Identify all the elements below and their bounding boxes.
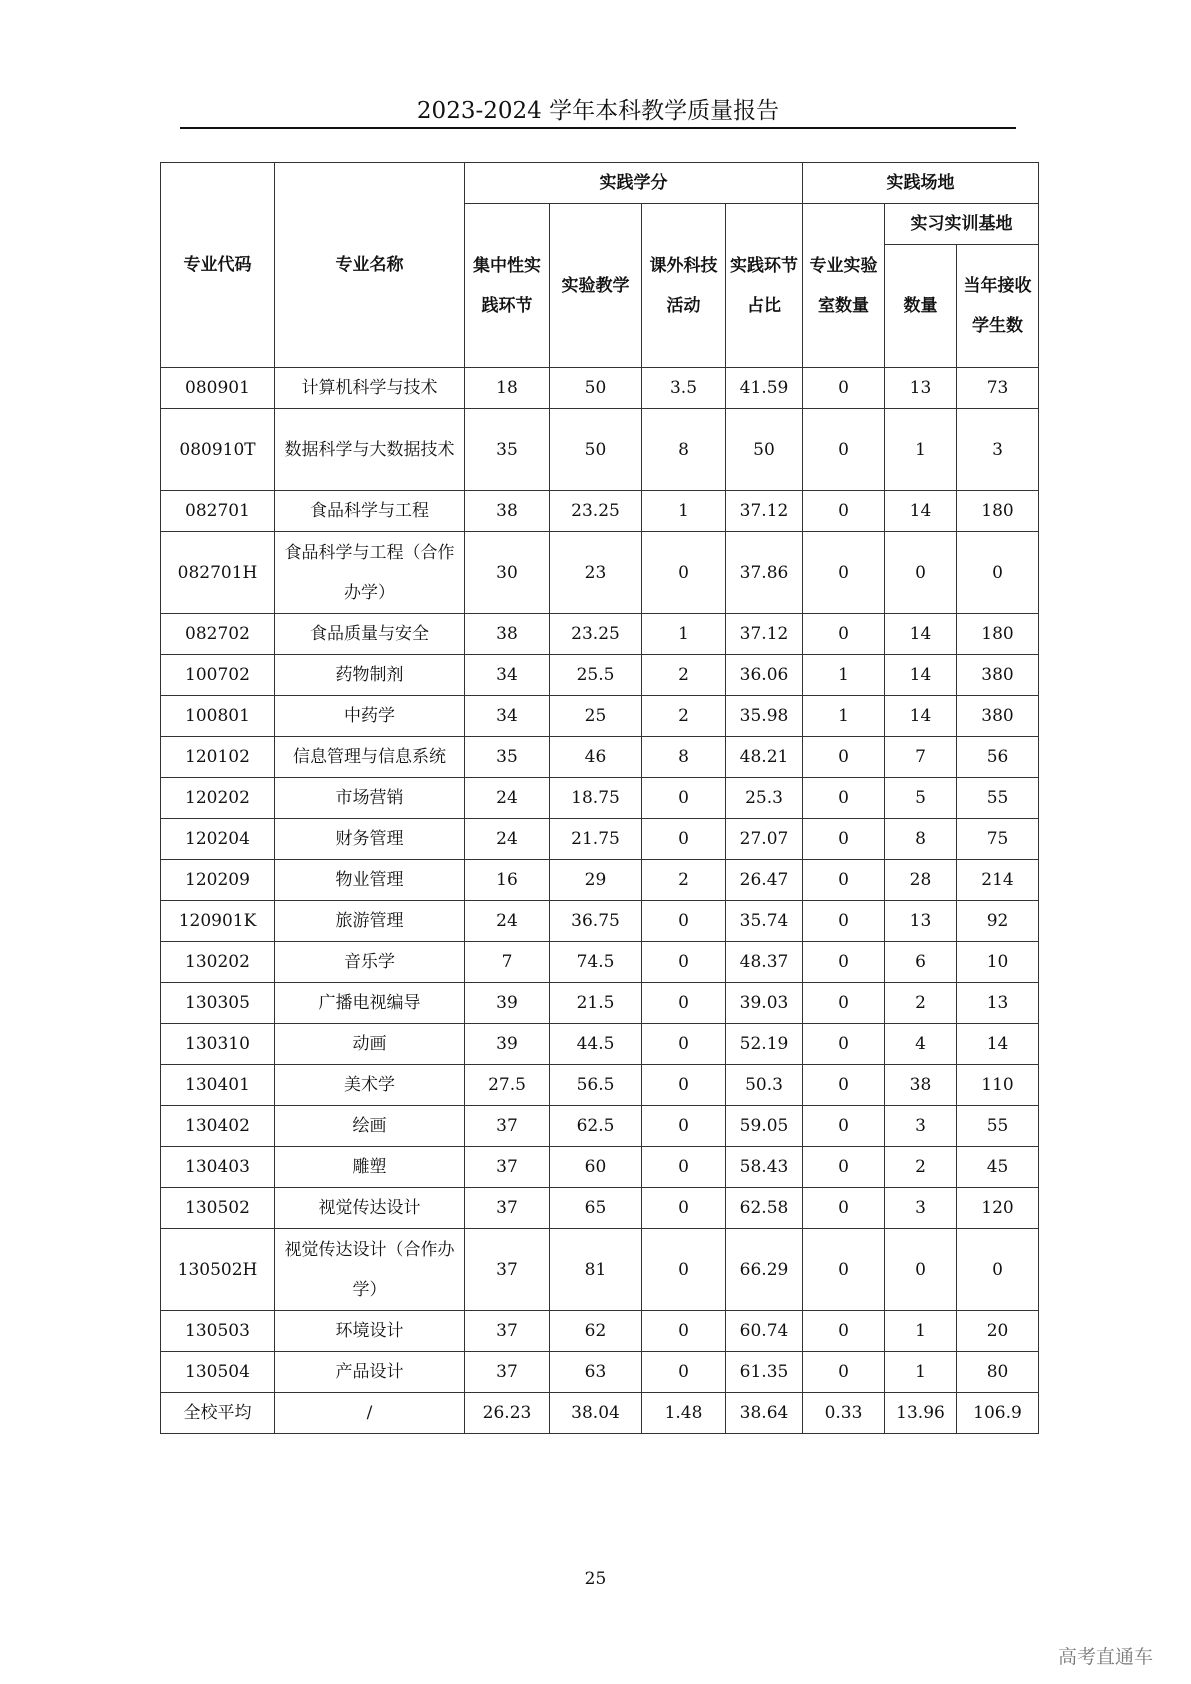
cell-students: 120 xyxy=(957,1188,1039,1229)
cell-students: 106.9 xyxy=(957,1393,1039,1434)
cell-concentrated: 24 xyxy=(465,778,550,819)
cell-code: 082701 xyxy=(161,491,275,532)
table-row xyxy=(161,983,1039,1024)
cell-concentrated: 34 xyxy=(465,655,550,696)
cell-name: 环境设计 xyxy=(275,1311,465,1352)
cell-extracurricular: 2 xyxy=(642,860,726,901)
cell-concentrated: 7 xyxy=(465,942,550,983)
cell-bases: 38 xyxy=(885,1065,957,1106)
cell-students: 380 xyxy=(957,696,1039,737)
cell-bases: 6 xyxy=(885,942,957,983)
cell-students: 14 xyxy=(957,1024,1039,1065)
cell-bases: 14 xyxy=(885,614,957,655)
cell-name: 食品科学与工程（合作办学） xyxy=(275,532,465,614)
cell-labs: 0 xyxy=(803,1024,885,1065)
table-row xyxy=(161,409,1039,491)
cell-name: / xyxy=(275,1393,465,1434)
cell-students: 56 xyxy=(957,737,1039,778)
cell-ratio: 26.47 xyxy=(726,860,803,901)
cell-extracurricular: 0 xyxy=(642,1147,726,1188)
table-row xyxy=(161,696,1039,737)
cell-code: 130305 xyxy=(161,983,275,1024)
cell-ratio: 36.06 xyxy=(726,655,803,696)
cell-bases: 2 xyxy=(885,1147,957,1188)
cell-experiment: 62.5 xyxy=(550,1106,642,1147)
cell-name: 广播电视编导 xyxy=(275,983,465,1024)
cell-labs: 0 xyxy=(803,1065,885,1106)
table-row xyxy=(161,491,1039,532)
cell-labs: 0 xyxy=(803,901,885,942)
cell-extracurricular: 0 xyxy=(642,1065,726,1106)
watermark: 高考直通车 xyxy=(1058,1646,1154,1668)
cell-labs: 0.33 xyxy=(803,1393,885,1434)
cell-students: 0 xyxy=(957,1229,1039,1311)
cell-experiment: 50 xyxy=(550,368,642,409)
cell-extracurricular: 1 xyxy=(642,614,726,655)
cell-code: 080901 xyxy=(161,368,275,409)
cell-bases: 5 xyxy=(885,778,957,819)
cell-code: 120102 xyxy=(161,737,275,778)
page-number: 25 xyxy=(584,1569,607,1589)
cell-students: 180 xyxy=(957,614,1039,655)
cell-experiment: 74.5 xyxy=(550,942,642,983)
header-concentrated: 集中性实践环节 xyxy=(465,204,550,368)
cell-labs: 1 xyxy=(803,655,885,696)
cell-concentrated: 27.5 xyxy=(465,1065,550,1106)
table-header xyxy=(161,163,1039,368)
cell-concentrated: 37 xyxy=(465,1106,550,1147)
cell-code: 130401 xyxy=(161,1065,275,1106)
cell-labs: 0 xyxy=(803,1311,885,1352)
cell-name: 产品设计 xyxy=(275,1352,465,1393)
cell-experiment: 25 xyxy=(550,696,642,737)
cell-ratio: 35.74 xyxy=(726,901,803,942)
cell-ratio: 38.64 xyxy=(726,1393,803,1434)
header-students: 当年接收学生数 xyxy=(957,245,1039,368)
cell-concentrated: 34 xyxy=(465,696,550,737)
cell-bases: 0 xyxy=(885,1229,957,1311)
cell-name: 食品质量与安全 xyxy=(275,614,465,655)
cell-code: 130403 xyxy=(161,1147,275,1188)
cell-name: 绘画 xyxy=(275,1106,465,1147)
cell-labs: 0 xyxy=(803,1147,885,1188)
cell-labs: 0 xyxy=(803,368,885,409)
cell-students: 45 xyxy=(957,1147,1039,1188)
table-row xyxy=(161,1024,1039,1065)
cell-labs: 1 xyxy=(803,696,885,737)
cell-labs: 0 xyxy=(803,778,885,819)
header-divider xyxy=(180,127,1016,129)
cell-experiment: 25.5 xyxy=(550,655,642,696)
table-row xyxy=(161,819,1039,860)
cell-experiment: 23.25 xyxy=(550,614,642,655)
cell-bases: 13 xyxy=(885,901,957,942)
cell-extracurricular: 0 xyxy=(642,1229,726,1311)
table-row xyxy=(161,1188,1039,1229)
cell-experiment: 56.5 xyxy=(550,1065,642,1106)
cell-concentrated: 37 xyxy=(465,1147,550,1188)
cell-bases: 14 xyxy=(885,491,957,532)
cell-students: 0 xyxy=(957,532,1039,614)
table-row xyxy=(161,655,1039,696)
cell-bases: 28 xyxy=(885,860,957,901)
cell-students: 73 xyxy=(957,368,1039,409)
cell-labs: 0 xyxy=(803,860,885,901)
cell-ratio: 50 xyxy=(726,409,803,491)
cell-experiment: 18.75 xyxy=(550,778,642,819)
cell-extracurricular: 0 xyxy=(642,1188,726,1229)
cell-code: 100702 xyxy=(161,655,275,696)
cell-concentrated: 35 xyxy=(465,737,550,778)
cell-extracurricular: 3.5 xyxy=(642,368,726,409)
cell-code: 080910T xyxy=(161,409,275,491)
cell-experiment: 29 xyxy=(550,860,642,901)
cell-ratio: 35.98 xyxy=(726,696,803,737)
cell-concentrated: 24 xyxy=(465,901,550,942)
cell-code: 130504 xyxy=(161,1352,275,1393)
cell-name: 计算机科学与技术 xyxy=(275,368,465,409)
table-row xyxy=(161,901,1039,942)
header-lab-count: 专业实验室数量 xyxy=(803,204,885,368)
table-row xyxy=(161,1106,1039,1147)
cell-extracurricular: 0 xyxy=(642,1311,726,1352)
cell-extracurricular: 0 xyxy=(642,1024,726,1065)
table-row xyxy=(161,1352,1039,1393)
header-code: 专业代码 xyxy=(161,163,275,368)
cell-experiment: 38.04 xyxy=(550,1393,642,1434)
cell-code: 120901K xyxy=(161,901,275,942)
cell-ratio: 37.86 xyxy=(726,532,803,614)
cell-students: 10 xyxy=(957,942,1039,983)
practice-table xyxy=(160,162,1039,1434)
cell-code: 082701H xyxy=(161,532,275,614)
table-row xyxy=(161,942,1039,983)
cell-extracurricular: 1 xyxy=(642,491,726,532)
cell-labs: 0 xyxy=(803,409,885,491)
cell-extracurricular: 2 xyxy=(642,655,726,696)
cell-extracurricular: 0 xyxy=(642,778,726,819)
cell-labs: 0 xyxy=(803,942,885,983)
cell-ratio: 37.12 xyxy=(726,614,803,655)
cell-bases: 8 xyxy=(885,819,957,860)
cell-bases: 2 xyxy=(885,983,957,1024)
table-row xyxy=(161,1065,1039,1106)
cell-code: 130310 xyxy=(161,1024,275,1065)
table-body xyxy=(161,368,1039,1434)
cell-name: 物业管理 xyxy=(275,860,465,901)
cell-experiment: 50 xyxy=(550,409,642,491)
cell-ratio: 61.35 xyxy=(726,1352,803,1393)
cell-extracurricular: 0 xyxy=(642,1352,726,1393)
cell-ratio: 60.74 xyxy=(726,1311,803,1352)
cell-code: 130202 xyxy=(161,942,275,983)
cell-experiment: 44.5 xyxy=(550,1024,642,1065)
cell-code: 082702 xyxy=(161,614,275,655)
table-row xyxy=(161,1311,1039,1352)
cell-bases: 3 xyxy=(885,1106,957,1147)
cell-labs: 0 xyxy=(803,532,885,614)
cell-ratio: 48.37 xyxy=(726,942,803,983)
cell-concentrated: 37 xyxy=(465,1188,550,1229)
cell-labs: 0 xyxy=(803,1352,885,1393)
header-practice-credits: 实践学分 xyxy=(465,163,803,204)
cell-concentrated: 38 xyxy=(465,614,550,655)
cell-labs: 0 xyxy=(803,491,885,532)
table-row xyxy=(161,860,1039,901)
cell-extracurricular: 8 xyxy=(642,737,726,778)
cell-students: 3 xyxy=(957,409,1039,491)
header-base-count: 数量 xyxy=(885,245,957,368)
cell-students: 13 xyxy=(957,983,1039,1024)
cell-extracurricular: 1.48 xyxy=(642,1393,726,1434)
cell-concentrated: 37 xyxy=(465,1311,550,1352)
cell-experiment: 62 xyxy=(550,1311,642,1352)
cell-name: 食品科学与工程 xyxy=(275,491,465,532)
cell-concentrated: 26.23 xyxy=(465,1393,550,1434)
header-name: 专业名称 xyxy=(275,163,465,368)
cell-code: 130502 xyxy=(161,1188,275,1229)
cell-code: 120204 xyxy=(161,819,275,860)
cell-name: 视觉传达设计（合作办学） xyxy=(275,1229,465,1311)
cell-experiment: 36.75 xyxy=(550,901,642,942)
table-row xyxy=(161,532,1039,614)
cell-labs: 0 xyxy=(803,1229,885,1311)
cell-name: 音乐学 xyxy=(275,942,465,983)
cell-concentrated: 39 xyxy=(465,983,550,1024)
cell-extracurricular: 8 xyxy=(642,409,726,491)
cell-experiment: 63 xyxy=(550,1352,642,1393)
cell-bases: 14 xyxy=(885,696,957,737)
table-row xyxy=(161,778,1039,819)
report-title: 2023-2024 学年本科教学质量报告 xyxy=(416,98,780,124)
cell-experiment: 21.5 xyxy=(550,983,642,1024)
cell-name: 中药学 xyxy=(275,696,465,737)
cell-labs: 0 xyxy=(803,1188,885,1229)
cell-bases: 1 xyxy=(885,1352,957,1393)
cell-experiment: 23.25 xyxy=(550,491,642,532)
cell-name: 市场营销 xyxy=(275,778,465,819)
cell-bases: 1 xyxy=(885,409,957,491)
cell-extracurricular: 0 xyxy=(642,532,726,614)
cell-students: 55 xyxy=(957,778,1039,819)
table-row xyxy=(161,368,1039,409)
cell-experiment: 60 xyxy=(550,1147,642,1188)
cell-concentrated: 38 xyxy=(465,491,550,532)
table-row xyxy=(161,1393,1039,1434)
cell-name: 药物制剂 xyxy=(275,655,465,696)
cell-bases: 13 xyxy=(885,368,957,409)
cell-bases: 14 xyxy=(885,655,957,696)
cell-code: 全校平均 xyxy=(161,1393,275,1434)
table-row xyxy=(161,737,1039,778)
header-practice-sites: 实践场地 xyxy=(803,163,1039,204)
cell-students: 75 xyxy=(957,819,1039,860)
cell-code: 130402 xyxy=(161,1106,275,1147)
cell-experiment: 21.75 xyxy=(550,819,642,860)
cell-code: 100801 xyxy=(161,696,275,737)
cell-students: 55 xyxy=(957,1106,1039,1147)
cell-bases: 7 xyxy=(885,737,957,778)
cell-students: 214 xyxy=(957,860,1039,901)
cell-ratio: 66.29 xyxy=(726,1229,803,1311)
cell-ratio: 48.21 xyxy=(726,737,803,778)
cell-bases: 3 xyxy=(885,1188,957,1229)
cell-experiment: 23 xyxy=(550,532,642,614)
table-row xyxy=(161,614,1039,655)
cell-labs: 0 xyxy=(803,614,885,655)
cell-name: 信息管理与信息系统 xyxy=(275,737,465,778)
cell-name: 旅游管理 xyxy=(275,901,465,942)
cell-name: 财务管理 xyxy=(275,819,465,860)
cell-concentrated: 30 xyxy=(465,532,550,614)
cell-ratio: 37.12 xyxy=(726,491,803,532)
cell-ratio: 27.07 xyxy=(726,819,803,860)
cell-ratio: 59.05 xyxy=(726,1106,803,1147)
cell-concentrated: 35 xyxy=(465,409,550,491)
cell-students: 180 xyxy=(957,491,1039,532)
cell-students: 20 xyxy=(957,1311,1039,1352)
cell-students: 92 xyxy=(957,901,1039,942)
cell-concentrated: 37 xyxy=(465,1229,550,1311)
cell-extracurricular: 2 xyxy=(642,696,726,737)
cell-name: 美术学 xyxy=(275,1065,465,1106)
header-extracurricular: 课外科技活动 xyxy=(642,204,726,368)
cell-extracurricular: 0 xyxy=(642,983,726,1024)
cell-concentrated: 24 xyxy=(465,819,550,860)
cell-students: 80 xyxy=(957,1352,1039,1393)
table-row xyxy=(161,1229,1039,1311)
cell-code: 120209 xyxy=(161,860,275,901)
cell-code: 130502H xyxy=(161,1229,275,1311)
header-ratio: 实践环节占比 xyxy=(726,204,803,368)
cell-bases: 4 xyxy=(885,1024,957,1065)
cell-bases: 13.96 xyxy=(885,1393,957,1434)
cell-extracurricular: 0 xyxy=(642,901,726,942)
cell-extracurricular: 0 xyxy=(642,942,726,983)
cell-ratio: 52.19 xyxy=(726,1024,803,1065)
header-base-group: 实习实训基地 xyxy=(885,204,1039,245)
cell-ratio: 39.03 xyxy=(726,983,803,1024)
cell-code: 120202 xyxy=(161,778,275,819)
cell-ratio: 62.58 xyxy=(726,1188,803,1229)
cell-students: 110 xyxy=(957,1065,1039,1106)
header-experiment: 实验教学 xyxy=(550,204,642,368)
cell-concentrated: 39 xyxy=(465,1024,550,1065)
cell-name: 数据科学与大数据技术 xyxy=(275,409,465,491)
cell-name: 雕塑 xyxy=(275,1147,465,1188)
cell-concentrated: 37 xyxy=(465,1352,550,1393)
cell-experiment: 65 xyxy=(550,1188,642,1229)
cell-bases: 1 xyxy=(885,1311,957,1352)
cell-ratio: 58.43 xyxy=(726,1147,803,1188)
cell-experiment: 81 xyxy=(550,1229,642,1311)
cell-bases: 0 xyxy=(885,532,957,614)
cell-ratio: 50.3 xyxy=(726,1065,803,1106)
cell-name: 视觉传达设计 xyxy=(275,1188,465,1229)
cell-extracurricular: 0 xyxy=(642,1106,726,1147)
cell-experiment: 46 xyxy=(550,737,642,778)
cell-name: 动画 xyxy=(275,1024,465,1065)
cell-concentrated: 18 xyxy=(465,368,550,409)
cell-concentrated: 16 xyxy=(465,860,550,901)
cell-labs: 0 xyxy=(803,819,885,860)
cell-ratio: 25.3 xyxy=(726,778,803,819)
cell-labs: 0 xyxy=(803,983,885,1024)
cell-students: 380 xyxy=(957,655,1039,696)
cell-code: 130503 xyxy=(161,1311,275,1352)
table-row xyxy=(161,1147,1039,1188)
cell-labs: 0 xyxy=(803,737,885,778)
cell-extracurricular: 0 xyxy=(642,819,726,860)
cell-labs: 0 xyxy=(803,1106,885,1147)
cell-ratio: 41.59 xyxy=(726,368,803,409)
